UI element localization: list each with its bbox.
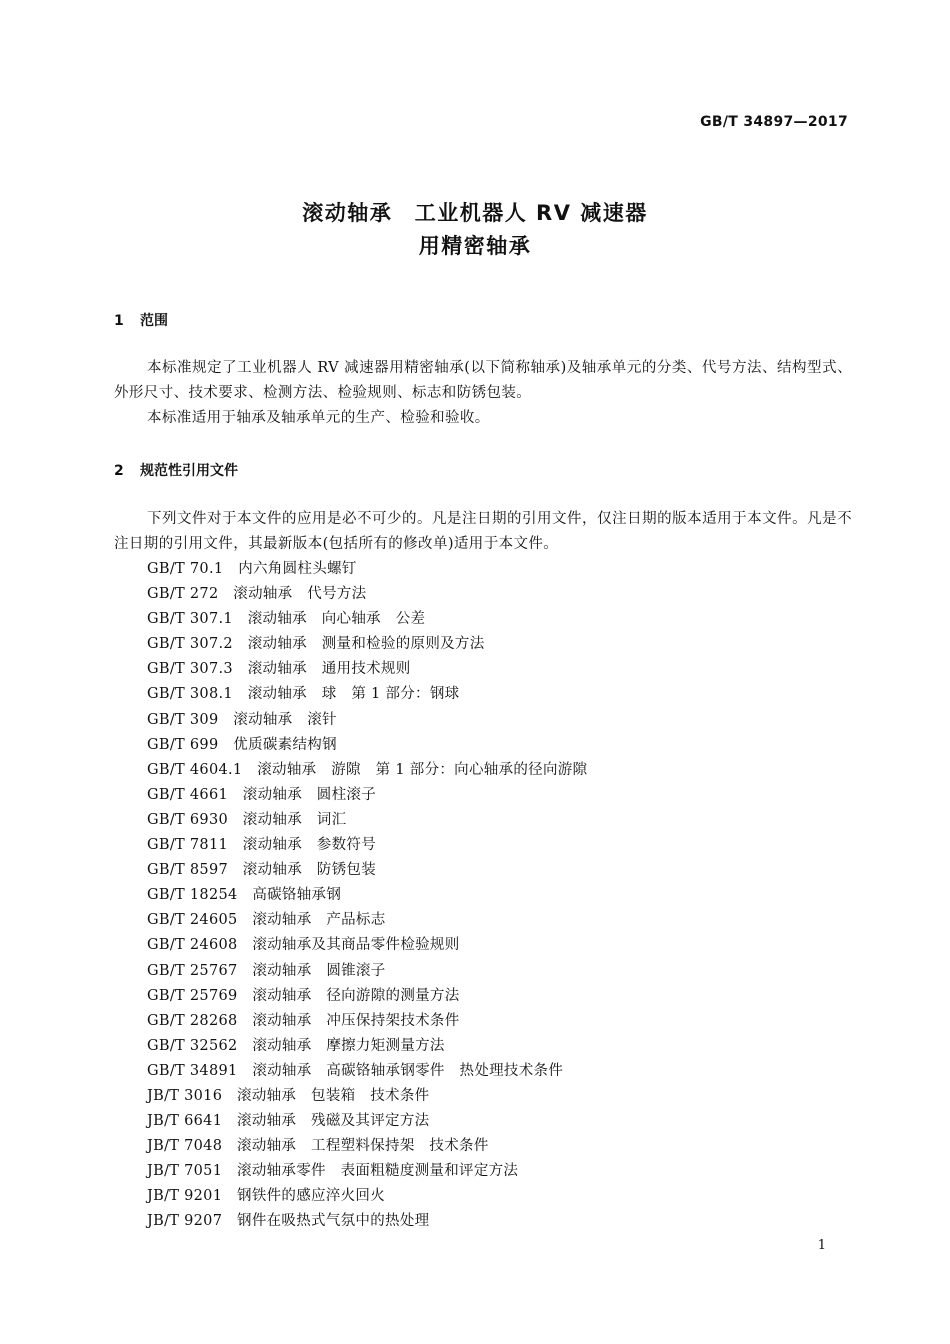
- standard-code: GB/T 34897—2017: [700, 114, 848, 130]
- reference-item: GB/T 18254 高碳铬轴承钢: [147, 887, 342, 904]
- reference-item: GB/T 32562 滚动轴承 摩擦力矩测量方法: [147, 1037, 445, 1054]
- reference-item: GB/T 25767 滚动轴承 圆锥滚子: [147, 962, 386, 979]
- section-1-title: 范围: [140, 313, 168, 329]
- reference-item: GB/T 24608 滚动轴承及其商品零件检验规则: [147, 937, 460, 954]
- reference-item: GB/T 25769 滚动轴承 径向游隙的测量方法: [147, 987, 460, 1004]
- reference-item: GB/T 34891 滚动轴承 高碳铬轴承钢零件 热处理技术条件: [147, 1062, 564, 1079]
- document-title-line-1: 滚动轴承 工业机器人 RV 减速器: [302, 201, 648, 225]
- normative-references-intro: 下列文件对于本文件的应用是必不可少的。凡是注日期的引用文件，仅注日期的版本适用于本文件。凡是不注日期的引用文件，其最新版本(包括所有的修改单)适用于本文件。: [114, 511, 852, 552]
- reference-item: GB/T 307.2 滚动轴承 测量和检验的原则及方法: [147, 636, 485, 653]
- reference-item: GB/T 24605 滚动轴承 产品标志: [147, 912, 386, 929]
- reference-item: JB/T 3016 滚动轴承 包装箱 技术条件: [147, 1087, 430, 1104]
- reference-item: GB/T 307.3 滚动轴承 通用技术规则: [147, 661, 411, 678]
- page-number: 1: [817, 1238, 826, 1253]
- section-1-number: 1: [114, 313, 124, 329]
- reference-item: GB/T 307.1 滚动轴承 向心轴承 公差: [147, 611, 426, 628]
- reference-item: GB/T 70.1 内六角圆柱头螺钉: [147, 561, 357, 577]
- normative-references-list: [147, 557, 587, 1235]
- section-2-heading: [114, 460, 238, 480]
- section-1-heading: [114, 310, 168, 330]
- document-title-line-2: 用精密轴承: [418, 234, 532, 258]
- scope-paragraph-2: 本标准适用于轴承及轴承单元的生产、检验和验收。: [147, 410, 490, 426]
- reference-item: GB/T 309 滚动轴承 滚针: [147, 711, 337, 728]
- reference-item: GB/T 4604.1 滚动轴承 游隙 第 1 部分：向心轴承的径向游隙: [147, 761, 588, 778]
- section-2-number: 2: [114, 463, 124, 479]
- reference-item: JB/T 9201 钢铁件的感应淬火回火: [147, 1188, 386, 1205]
- reference-item: GB/T 28268 滚动轴承 冲压保持架技术条件: [147, 1012, 460, 1029]
- reference-item: JB/T 6641 滚动轴承 残磁及其评定方法: [147, 1113, 430, 1130]
- reference-item: JB/T 9207 钢件在吸热式气氛中的热处理: [147, 1213, 430, 1230]
- reference-item: GB/T 6930 滚动轴承 词汇: [147, 811, 347, 828]
- reference-item: GB/T 7811 滚动轴承 参数符号: [147, 837, 377, 854]
- reference-item: GB/T 8597 滚动轴承 防锈包装: [147, 862, 377, 879]
- reference-item: JB/T 7051 滚动轴承零件 表面粗糙度测量和评定方法: [147, 1163, 519, 1180]
- reference-item: GB/T 308.1 滚动轴承 球 第 1 部分：钢球: [147, 686, 460, 703]
- section-2-title: 规范性引用文件: [140, 463, 238, 479]
- reference-item: JB/T 7048 滚动轴承 工程塑料保持架 技术条件: [147, 1138, 489, 1155]
- reference-item: GB/T 272 滚动轴承 代号方法: [147, 586, 367, 603]
- reference-item: GB/T 4661 滚动轴承 圆柱滚子: [147, 786, 377, 803]
- reference-item: GB/T 699 优质碳素结构钢: [147, 736, 337, 753]
- scope-paragraph-1: 本标准规定了工业机器人 RV 减速器用精密轴承(以下简称轴承)及轴承单元的分类、代号方法、结构型式、外形尺寸、技术要求、检测方法、检验规则、标志和防锈包装。: [114, 360, 852, 401]
